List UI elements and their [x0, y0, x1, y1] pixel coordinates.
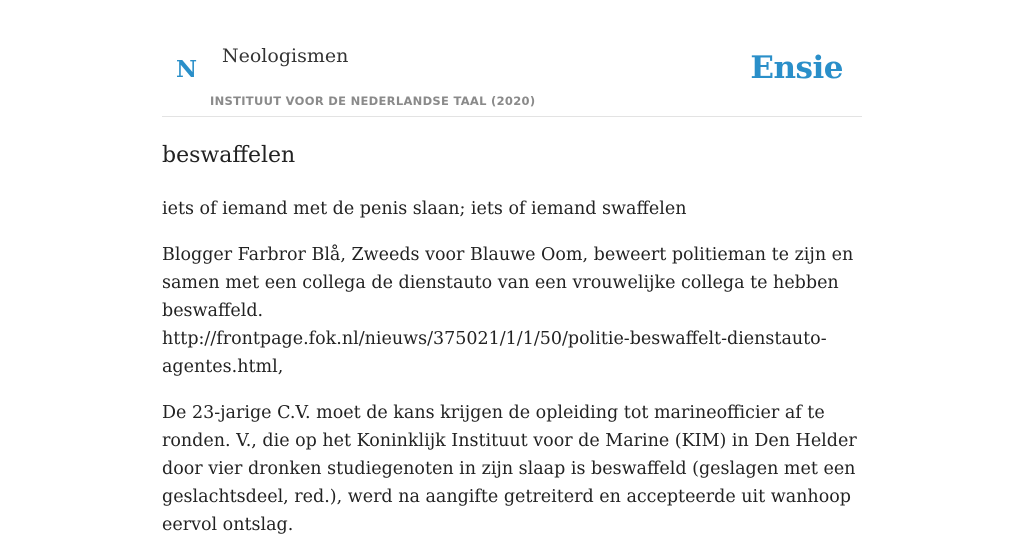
publisher-label: INSTITUUT VOOR DE NEDERLANDSE TAAL (2020): [210, 94, 536, 108]
ensie-brand-logo[interactable]: Ensie: [750, 50, 843, 86]
definition-text: iets of iemand met de penis slaan; iets of iemand swaffelen: [162, 199, 687, 219]
example-quote-2: De 23-jarige C.V. moet de kans krijgen de opleiding tot marineofficier af te ronden. V., die op het Koninklijk Instituut voor de Marine (KIM) in Den Helder door vier dronken studiegenoten in zijn slaap is beswaffeld (geslagen met een geslachtsdeel, red.), werd na aangifte getreiterd en accepteerde uit wanhoop eervol ontslag.: [162, 403, 857, 535]
dictionary-logo[interactable]: N: [176, 56, 198, 83]
dictionary-entry-card: [162, 0, 862, 539]
dictionary-title[interactable]: Neologismen: [222, 45, 349, 67]
example-quote-1: Blogger Farbror Blå, Zweeds voor Blauwe Oom, beweert politieman te zijn en samen met een collega de dienstauto van een vrouwelijke collega te hebben beswaffeld. http://frontpage.fok.nl/nieuws/375021/1/1/50/politie-beswaffelt-dienstauto-agentes.html,: [162, 245, 854, 377]
headword: beswaffelen: [162, 143, 296, 168]
entry-header: [162, 0, 862, 117]
